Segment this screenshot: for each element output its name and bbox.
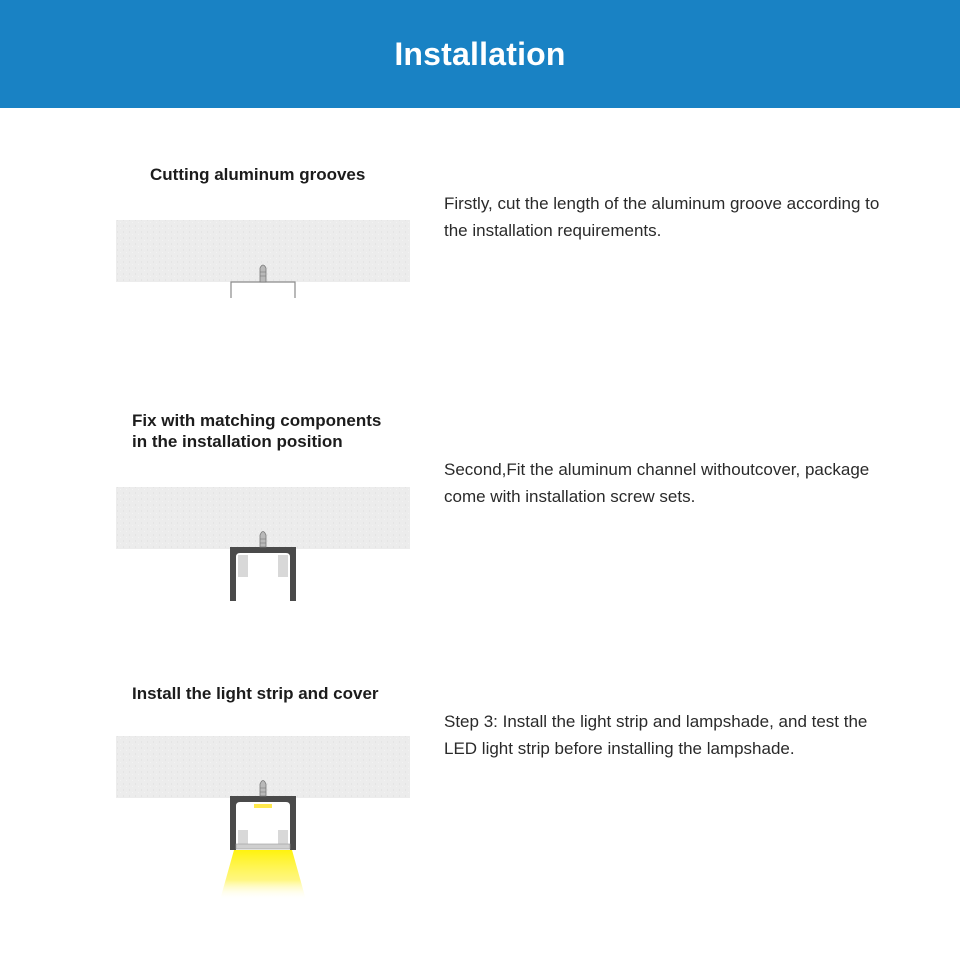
screw-icon <box>260 781 266 797</box>
page-title: Installation <box>394 35 566 72</box>
step-3-title: Install the light strip and cover <box>132 684 379 703</box>
ceiling-mounted-channel-diagram <box>116 485 410 605</box>
ceiling-cut-groove-diagram <box>116 218 410 308</box>
step-2-title-line1: Fix with matching components <box>132 411 382 430</box>
step-2-description: Second,Fit the aluminum channel withoutcover, package come with installation screw sets. <box>444 460 870 506</box>
diffuser-cover <box>236 844 290 849</box>
aluminum-channel <box>230 547 296 601</box>
ceiling-channel-with-light-diagram <box>116 734 410 904</box>
aluminum-channel <box>230 796 296 850</box>
step-1-description: Firstly, cut the length of the aluminum groove according to the installation requirements. <box>444 194 880 240</box>
step-2-title-line2: in the installation position <box>132 432 343 451</box>
page-header <box>0 0 960 108</box>
light-beam <box>220 850 306 900</box>
step-3-description: Step 3: Install the light strip and lampshade, and test the LED light strip before installing the lampshade. <box>444 712 868 758</box>
step-2-title <box>132 410 381 452</box>
step-1-title: Cutting aluminum grooves <box>150 165 366 184</box>
screw-icon <box>260 265 266 282</box>
screw-icon <box>260 532 266 548</box>
led-strip <box>254 804 272 808</box>
